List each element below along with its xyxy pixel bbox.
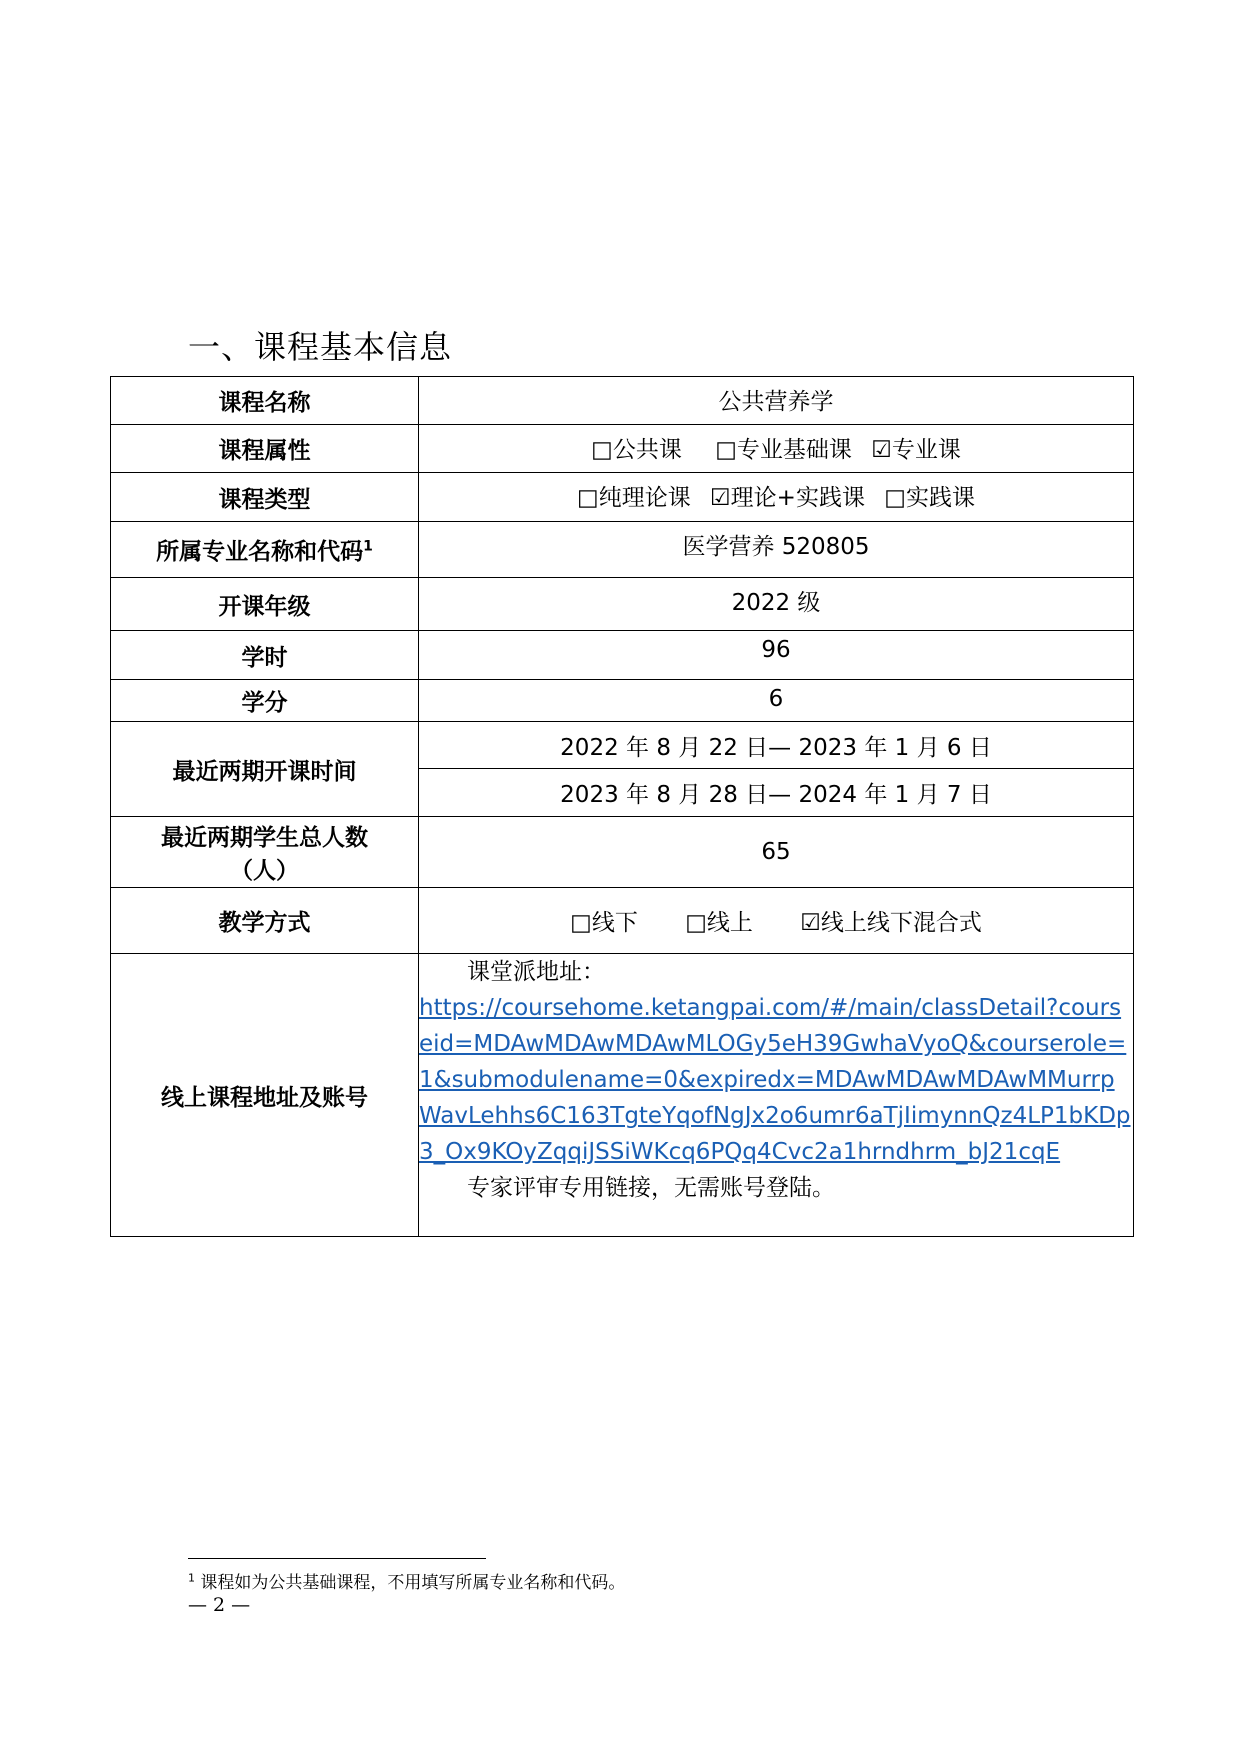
online-address-cell <box>419 954 1134 1237</box>
mode-options <box>419 888 1134 954</box>
online-label: 线上课程地址及账号 <box>111 954 419 1237</box>
table-row <box>111 377 1134 425</box>
table-row <box>111 425 1134 473</box>
table-row <box>111 817 1134 888</box>
unchecked-box-icon: □ <box>884 485 906 511</box>
option-public: 公共课 <box>612 437 682 463</box>
unchecked-box-icon: □ <box>715 437 737 463</box>
footnote-marker: 1 <box>363 538 373 555</box>
option-practice: 实践课 <box>906 485 975 511</box>
students-value: 65 <box>419 817 1134 888</box>
table-row <box>111 578 1134 631</box>
term2-value: 2023 年 8 月 28 日— 2024 年 1 月 7 日 <box>419 769 1134 817</box>
checked-box-icon: ☑ <box>871 437 892 463</box>
course-name-label: 课程名称 <box>111 377 419 425</box>
course-name-value: 公共营养学 <box>419 377 1134 425</box>
grade-label: 开课年级 <box>111 578 419 631</box>
option-offline: 线下 <box>591 910 638 936</box>
unchecked-box-icon: □ <box>577 485 599 511</box>
checked-box-icon: ☑ <box>800 910 821 936</box>
major-value: 医学营养 520805 <box>419 522 1134 578</box>
major-label: 所属专业名称和代码$^1$ <box>111 522 419 578</box>
hours-value: 96 <box>419 631 1134 680</box>
page-number: — 2 — <box>188 1594 251 1616</box>
option-online: 线上 <box>706 910 753 936</box>
course-type-label: 课程类型 <box>111 473 419 522</box>
option-blended: 线上线下混合式 <box>820 910 982 936</box>
unchecked-box-icon: □ <box>685 910 707 936</box>
option-basic: 专业基础课 <box>736 437 852 463</box>
review-note: 专家评审专用链接，无需账号登陆。 <box>467 1175 835 1201</box>
table-row <box>111 722 1134 769</box>
address-intro: 课堂派地址： <box>467 959 605 985</box>
mode-label: 教学方式 <box>111 888 419 954</box>
option-major: 专业课 <box>891 437 961 463</box>
course-info-table <box>110 376 1134 1237</box>
unchecked-box-icon: □ <box>570 910 592 936</box>
grade-value: 2022 级 <box>419 578 1134 631</box>
credits-label: 学分 <box>111 680 419 722</box>
students-label: 最近两期学生总人数 （人） <box>111 817 419 888</box>
terms-label: 最近两期开课时间 <box>111 722 419 817</box>
checked-box-icon: ☑ <box>710 485 731 511</box>
footnote-divider <box>188 1558 486 1559</box>
term1-value: 2022 年 8 月 22 日— 2023 年 1 月 6 日 <box>419 722 1134 769</box>
table-row <box>111 954 1134 1237</box>
footnote-marker: 1 <box>188 1571 195 1585</box>
table-row <box>111 888 1134 954</box>
table-row <box>111 680 1134 722</box>
course-type-options <box>419 473 1134 522</box>
option-theory: 纯理论课 <box>598 485 691 511</box>
hours-label: 学时 <box>111 631 419 680</box>
option-theory-practice: 理论+实践课 <box>730 485 865 511</box>
section-title: 一、课程基本信息 <box>188 328 453 366</box>
course-attr-label: 课程属性 <box>111 425 419 473</box>
table-row <box>111 522 1134 578</box>
unchecked-box-icon: □ <box>591 437 613 463</box>
table-row <box>111 631 1134 680</box>
course-attr-options <box>419 425 1134 473</box>
course-url-link[interactable]: https://coursehome.ketangpai.com/#/main/classDetail?courseid=MDAwMDAwMDAwMLOGy5eH39GwhaVyoQ&courserole=1&submodulename=0&expiredx=MDAwMDAwMDAwMMurrpWavLehhs6C163TgteYqofNgJx2o6umr6aTjIimynnQz4LP1bKDp3_Ox9KOyZqqiJSSiWKcq6PQq4Cvc2a1hrndhrm_bJ21cqE <box>419 995 1131 1165</box>
footnote-text: 课程如为公共基础课程，不用填写所属专业名称和代码。 <box>200 1573 626 1593</box>
footnote <box>188 1568 625 1593</box>
table-row <box>111 473 1134 522</box>
credits-value: 6 <box>419 680 1134 722</box>
